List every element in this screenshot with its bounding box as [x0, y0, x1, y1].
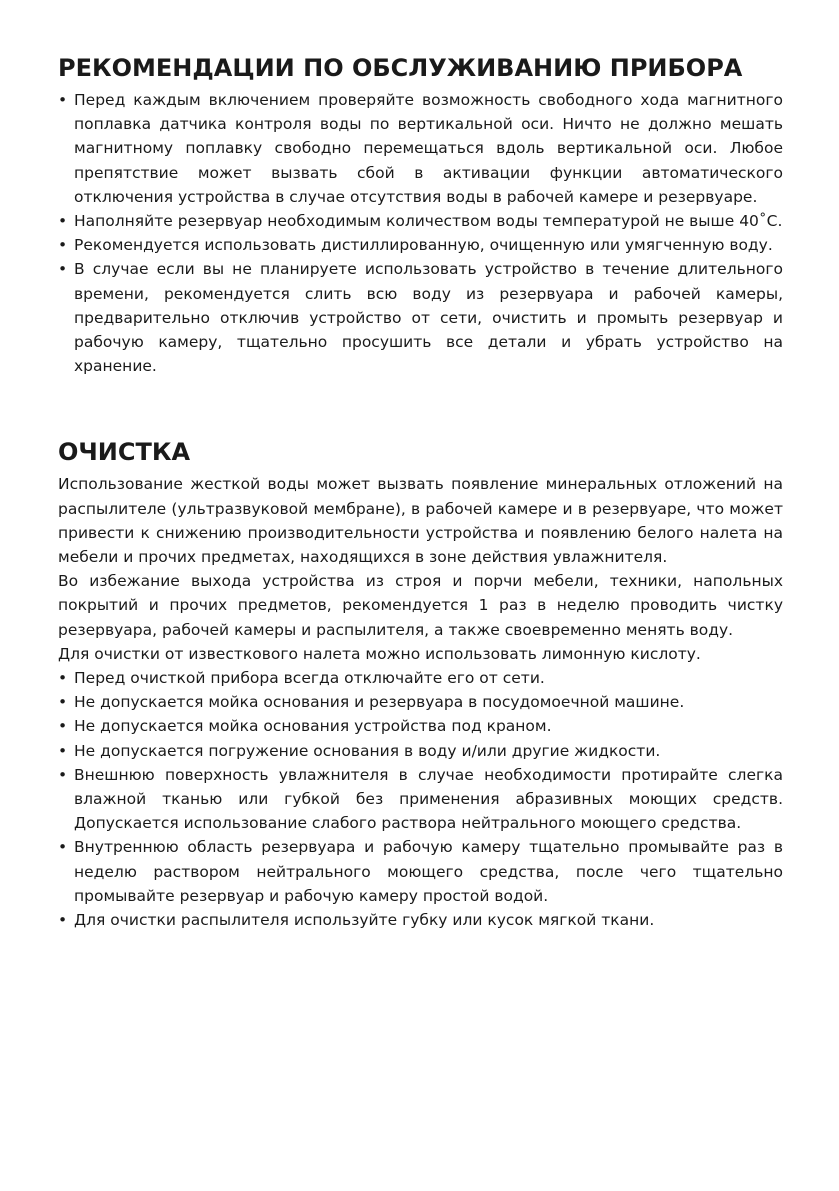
list-item: [58, 835, 783, 908]
bullet-icon: •: [58, 765, 68, 784]
cleaning-list: [58, 666, 783, 932]
bullet-icon: •: [58, 741, 68, 760]
bullet-icon: •: [58, 212, 68, 231]
list-item-text: В случае если вы не планируете использовать устройство в течение длительного времени, рекомендуется слить всю воду из резервуара и рабочей камеры, предварительно отключив устройство от сети, очистить и промыть резервуар и рабочую камеру, тщательно просушить все детали и убрать устройство на хранение.: [74, 260, 783, 376]
bullet-icon: •: [58, 838, 68, 857]
list-item-text: Внешнюю поверхность увлажнителя в случае необходимости протирайте слегка влажной тканью или губкой без применения абразивных моющих средств. Допускается использование слабого раствора нейтрального моющего средства.: [74, 765, 783, 833]
list-item-text: Для очистки распылителя используйте губку или кусок мягкой ткани.: [74, 911, 655, 930]
cleaning-paragraph-hard-water: Использование жесткой воды может вызвать появление минеральных отложений на распылителе (ультразвуковой мембране), в рабочей камере и в резервуаре, что может привести к снижению производительности устройства и появлению белого налета на мебели и прочих предметах, находящихся в зоне действия увлажнителя.: [58, 475, 783, 567]
list-item-text: Не допускается погружение основания в воду и/или другие жидкости.: [74, 741, 661, 760]
cleaning-paragraph-schedule: Во избежание выхода устройства из строя и порчи мебели, техники, напольных покрытий и прочих предметов, рекомендуется 1 раз в неделю проводить чистку резервуара, рабочей камеры и распылителя, а также своевременно менять воду.: [58, 572, 783, 639]
cleaning-paragraph-citric-acid: Для очистки от известкового налета можно использовать лимонную кислоту.: [58, 644, 701, 663]
list-item: [58, 233, 783, 257]
maintenance-heading: РЕКОМЕНДАЦИИ ПО ОБСЛУЖИВАНИЮ ПРИБОРА: [58, 54, 743, 82]
list-item: [58, 763, 783, 836]
cleaning-heading: ОЧИСТКА: [58, 438, 191, 467]
list-item: [58, 257, 783, 378]
bullet-icon: •: [58, 236, 68, 255]
list-item: [58, 88, 783, 209]
maintenance-list: [58, 88, 783, 378]
list-item: [58, 666, 783, 690]
list-item-text: Внутреннюю область резервуара и рабочую камеру тщательно промывайте раз в неделю раствором нейтрального моющего средства, после чего тщательно промывайте резервуар и рабочую камеру простой водой.: [74, 838, 783, 905]
bullet-icon: •: [58, 911, 68, 930]
bullet-icon: •: [58, 693, 68, 712]
list-item-text: Не допускается мойка основания устройства под краном.: [74, 717, 552, 736]
list-item: [58, 690, 783, 714]
bullet-icon: •: [58, 91, 68, 109]
list-item-text: Наполняйте резервуар необходимым количеством воды температурой не выше 40˚С.: [74, 212, 783, 231]
document-page: [58, 48, 783, 932]
list-item-text: Не допускается мойка основания и резервуара в посудомоечной машине.: [74, 693, 685, 712]
list-item: [58, 739, 783, 763]
list-item-text: Перед каждым включением проверяйте возможность свободного хода магнитного поплавка датчика контроля воды по вертикальной оси. Ничто не должно мешать магнитному поплавку свободно перемещаться вдоль вертикальной оси. Любое препятствие может вызвать сбой в активации функции автоматического отключения устройства в случае отсутствия воды в рабочей камере и резервуаре.: [74, 91, 783, 206]
list-item-text: Рекомендуется использовать дистиллированную, очищенную или умягченную воду.: [74, 236, 773, 255]
list-item-text: Перед очисткой прибора всегда отключайте его от сети.: [74, 669, 545, 688]
bullet-icon: •: [58, 260, 68, 279]
list-item: [58, 209, 783, 233]
list-item: [58, 714, 783, 738]
list-item: [58, 908, 783, 932]
bullet-icon: •: [58, 669, 68, 688]
bullet-icon: •: [58, 717, 68, 736]
